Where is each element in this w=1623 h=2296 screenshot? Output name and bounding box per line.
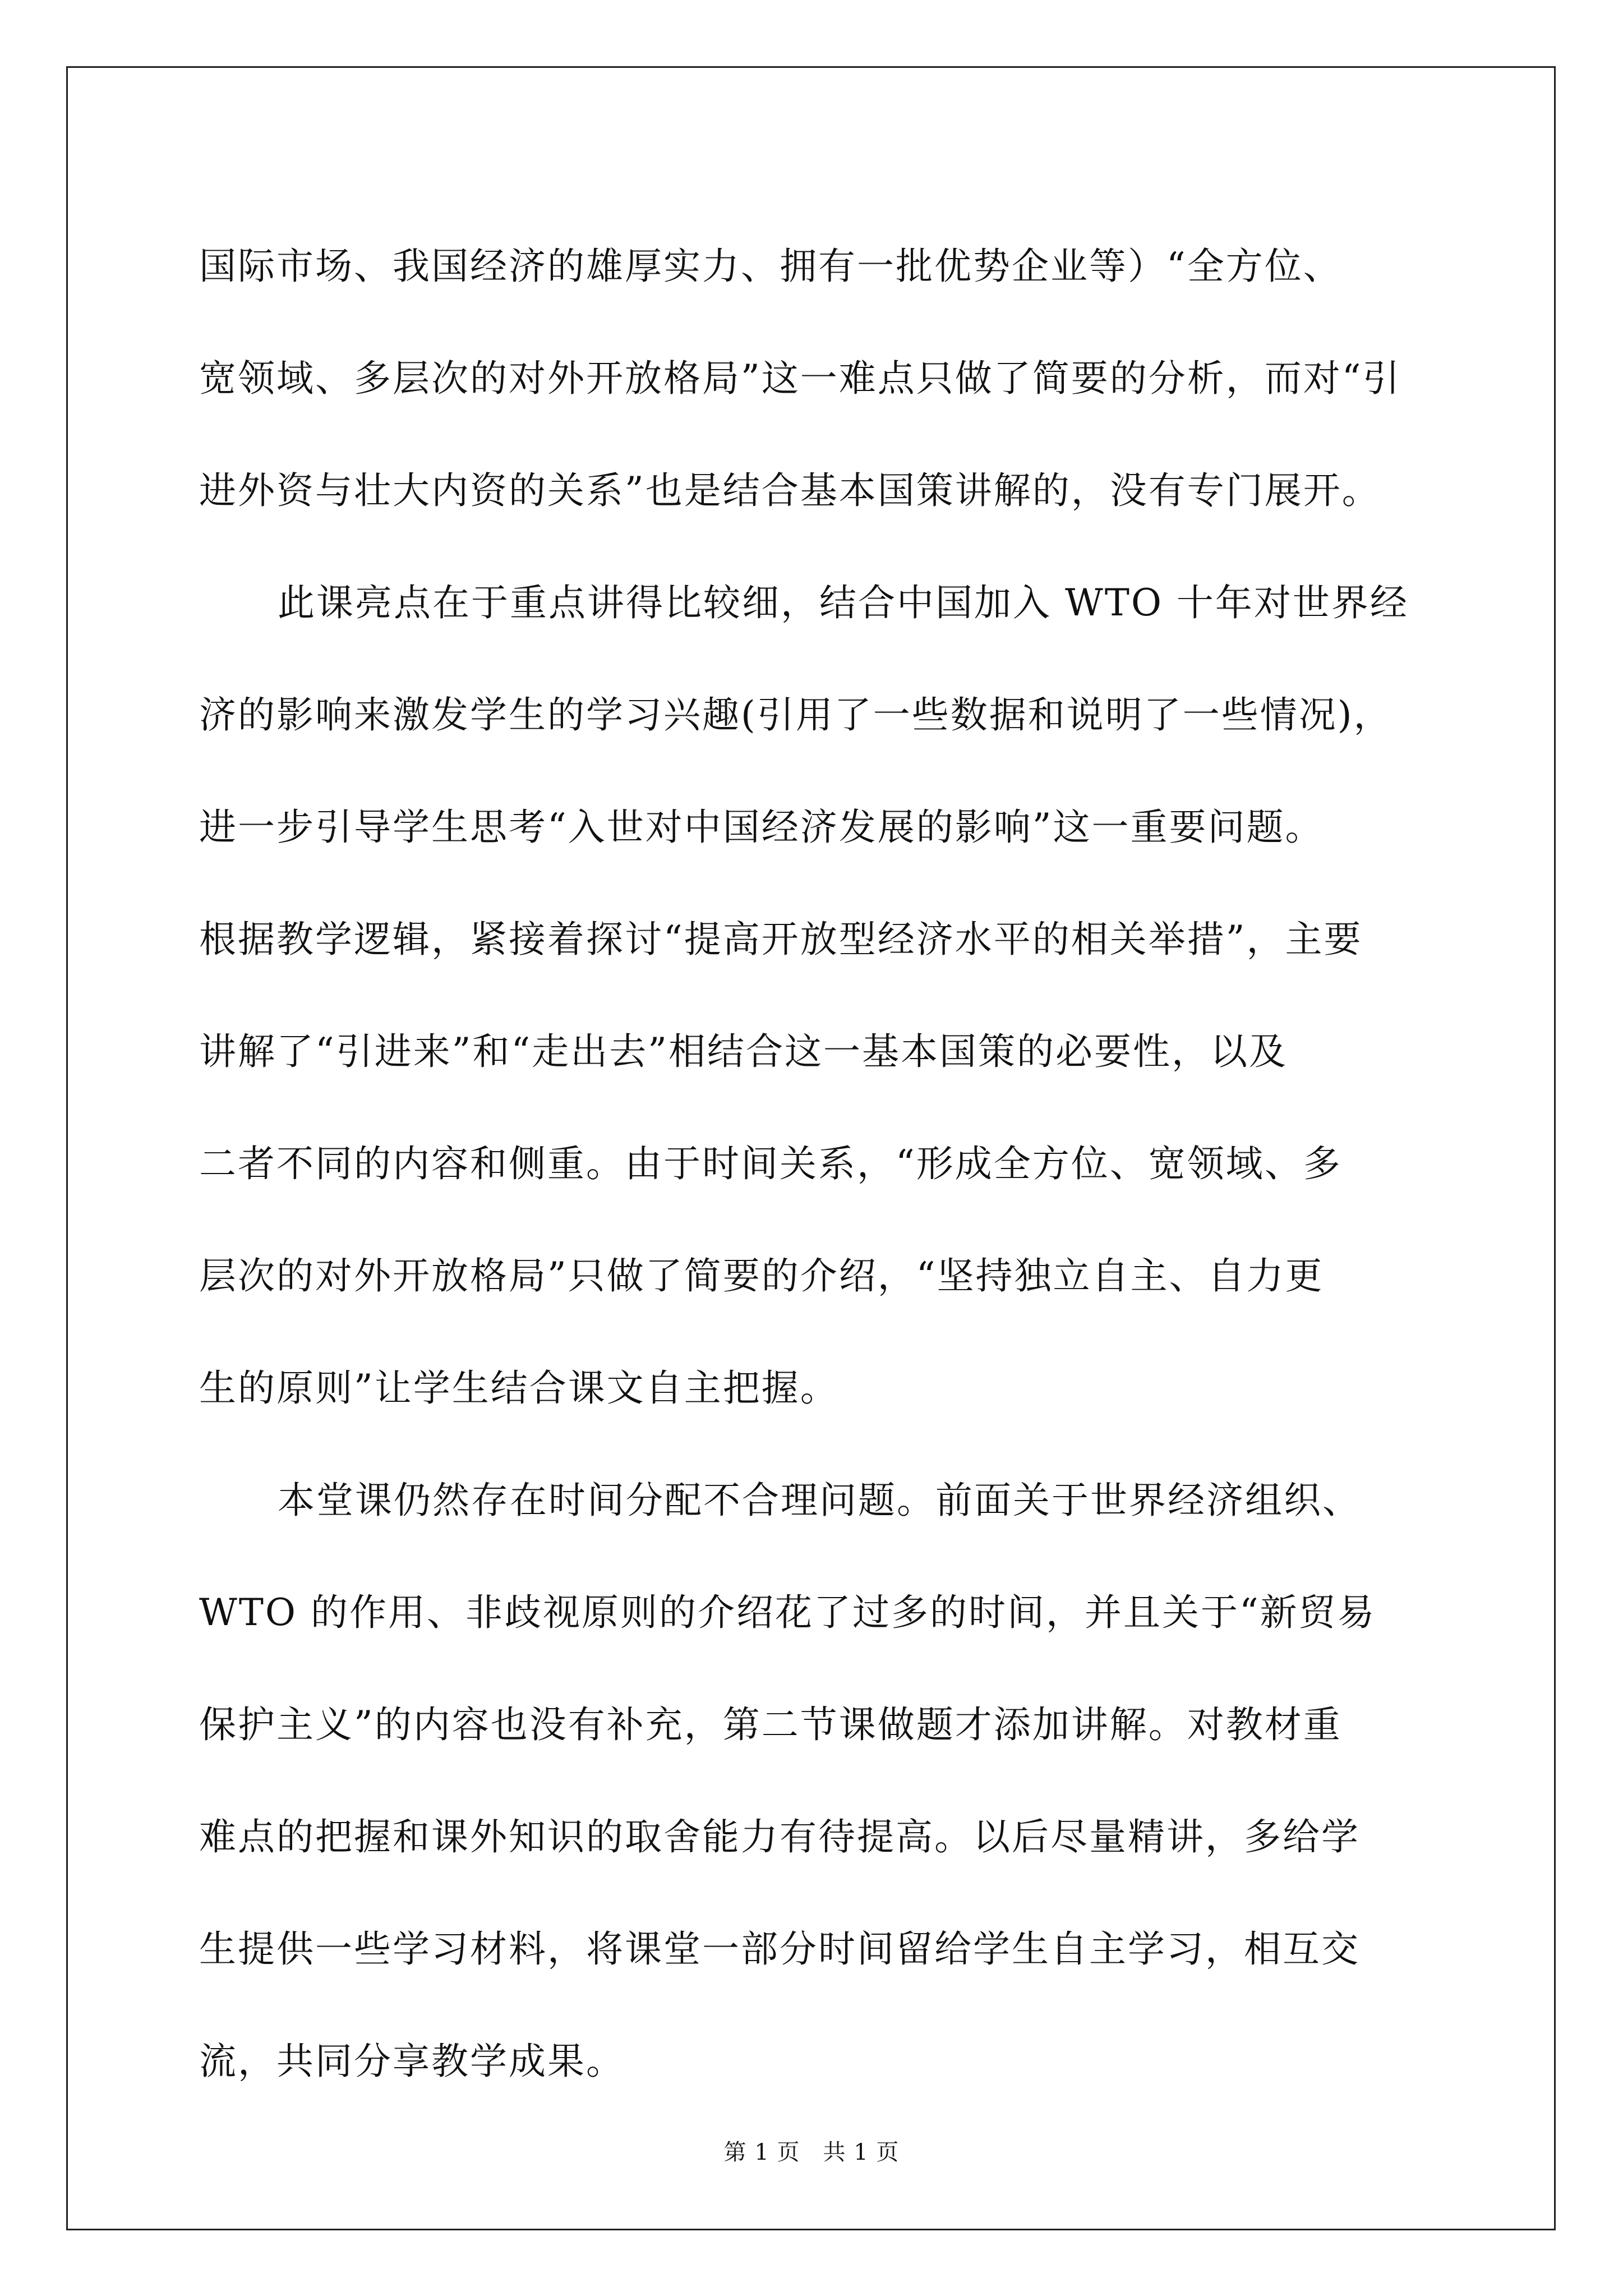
text-line: 济的影响来激发学生的学习兴趣(引用了一些数据和说明了一些情况)， — [199, 693, 1393, 737]
text-line: 生的原则”让学生结合课文自主把握。 — [199, 1366, 839, 1410]
text-line: 进外资与壮大内资的关系”也是结合基本国策讲解的，没有专门展开。 — [199, 469, 1381, 512]
text-line: 流，共同分享教学成果。 — [199, 2040, 625, 2083]
text-line: WTO 的作用、非歧视原则的介绍花了过多的时间，并且关于“新贸易 — [199, 1591, 1376, 1634]
text-line: 此课亮点在于重点讲得比较细，结合中国加入 WTO 十年对世界经 — [278, 581, 1409, 624]
text-line: 进一步引导学生思考“入世对中国经济发展的影响”这一重要问题。 — [199, 806, 1324, 849]
text-line: 根据教学逻辑，紧接着探讨“提高开放型经济水平的相关举措”，主要 — [199, 918, 1363, 961]
text-line: 保护主义”的内容也没有补充，第二节课做题才添加讲解。对教材重 — [199, 1703, 1342, 1746]
text-line: 国际市场、我国经济的雄厚实力、拥有一批优势企业等）“全方位、 — [199, 245, 1342, 288]
text-line: 二者不同的内容和侧重。由于时间关系，“形成全方位、宽领域、多 — [199, 1142, 1342, 1185]
text-line: 生提供一些学习材料，将课堂一部分时间留给学生自主学习，相互交 — [199, 1927, 1360, 1971]
text-line: 层次的对外开放格局”只做了简要的介绍，“坚持独立自主、自力更 — [199, 1254, 1324, 1297]
text-line: 本堂课仍然存在时间分配不合理问题。前面关于世界经济组织、 — [278, 1479, 1361, 1522]
text-line: 难点的把握和课外知识的取舍能力有待提高。以后尽量精讲，多给学 — [199, 1815, 1360, 1858]
page-footer: 第 1 页 共 1 页 — [723, 2139, 900, 2165]
text-line: 讲解了“引进来”和“走出去”相结合这一基本国策的必要性，以及 — [199, 1030, 1288, 1073]
document-body — [199, 210, 1467, 2118]
text-line: 宽领域、多层次的对外开放格局”这一难点只做了简要的分析，而对“引 — [199, 357, 1401, 400]
